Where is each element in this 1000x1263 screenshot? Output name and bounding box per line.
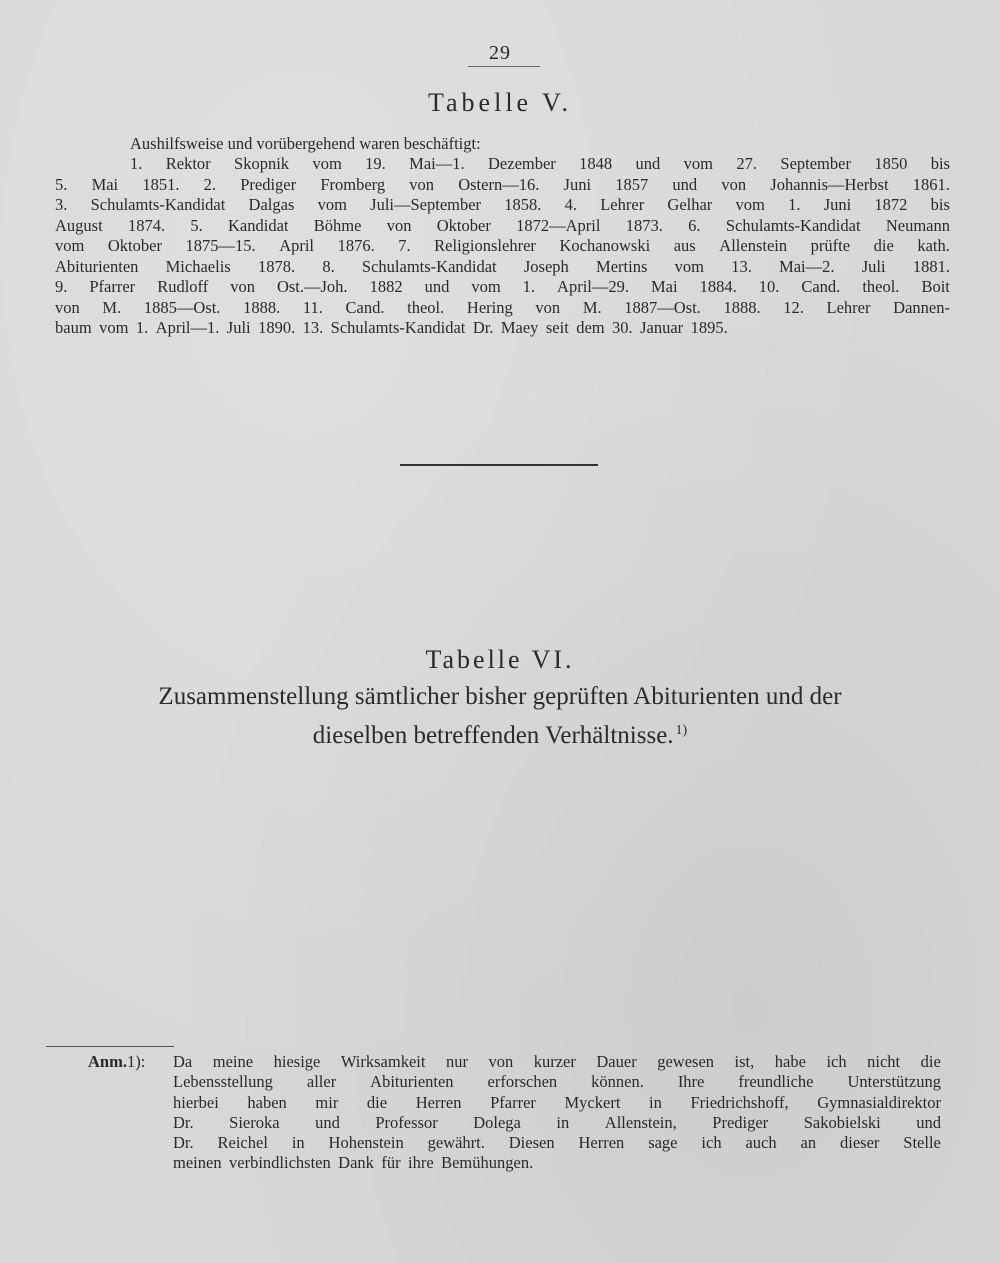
footnote-marker: 1) [675,723,688,738]
text-line: von M. 1885—Ost. 1888. 11. Cand. theol. Hering von M. 1887—Ost. 1888. 12. Lehrer Dannen- [55,297,950,317]
text-line: Da meine hiesige Wirksamkeit nur von kurzer Dauer gewesen ist, habe ich nicht die [173,1052,941,1071]
annotation-label-text: Anm. [88,1052,127,1071]
tabelle-6-subtitle-line-2 [60,722,940,750]
text-line: August 1874. 5. Kandidat Böhme von Oktober 1872—April 1873. 6. Schulamts-Kandidat Neumann [55,215,950,235]
text-line: Dr. Reichel in Hohenstein gewährt. Diesen Herren sage ich auch an dieser Stelle [173,1133,941,1153]
text-line: hierbei haben mir die Herren Pfarrer Myckert in Friedrichshoff, Gymnasialdirektor [173,1092,941,1112]
text-line: Dr. Sieroka und Professor Dolega in Allenstein, Prediger Sakobielski und [173,1112,941,1132]
annotation-marker: 1): [126,1052,146,1071]
section-divider [400,464,598,466]
tabelle-5-text [55,154,950,339]
text-line: 9. Pfarrer Rudloff von Ost.—Joh. 1882 und vom 1. April—29. Mai 1884. 10. Cand. theol. Boit [55,277,950,296]
footnote-rule [46,1046,174,1047]
annotation-text [173,1052,941,1174]
tabelle-5-heading: Tabelle V. [427,88,573,117]
page-number: 29 [489,42,511,64]
page-number-rule [468,66,540,67]
text-line: 5. Mai 1851. 2. Prediger Fromberg von Ostern—16. Juni 1857 und von Johannis—Herbst 1861. [55,174,950,194]
text-line: Lebensstellung aller Abiturienten erforschen können. Ihre freundliche Unterstützung [173,1072,941,1092]
tabelle-6-subtitle-line-1: Zusammenstellung sämtlicher bisher geprüften Abiturienten und der [158,683,842,710]
text-line: meinen verbindlichsten Dank für ihre Bemühungen. [173,1153,534,1173]
subtitle-text: dieselben betreffenden Verhältnisse. [312,722,674,749]
text-line: 3. Schulamts-Kandidat Dalgas vom Juli—September 1858. 4. Lehrer Gelhar vom 1. Juni 1872 bis [55,195,950,214]
text-line: baum vom 1. April—1. Juli 1890. 13. Schulamts-Kandidat Dr. Maey seit dem 30. Januar 1895. [55,318,728,337]
text-line: Abiturienten Michaelis 1878. 8. Schulamts-Kandidat Joseph Mertins vom 13. Mai—2. Juli 1881. [55,256,950,276]
tabelle-6-heading: Tabelle VI. [425,645,575,674]
text-line: vom Oktober 1875—15. April 1876. 7. Religionslehrer Kochanowski aus Allenstein prüfte die kath. [55,236,950,255]
annotation-label [88,1052,145,1072]
text-line: 1. Rektor Skopnik vom 19. Mai—1. Dezember 1848 und vom 27. September 1850 bis [130,154,950,173]
tabelle-5-intro: Aushilfsweise und vorübergehend waren beschäftigt: [130,134,481,153]
